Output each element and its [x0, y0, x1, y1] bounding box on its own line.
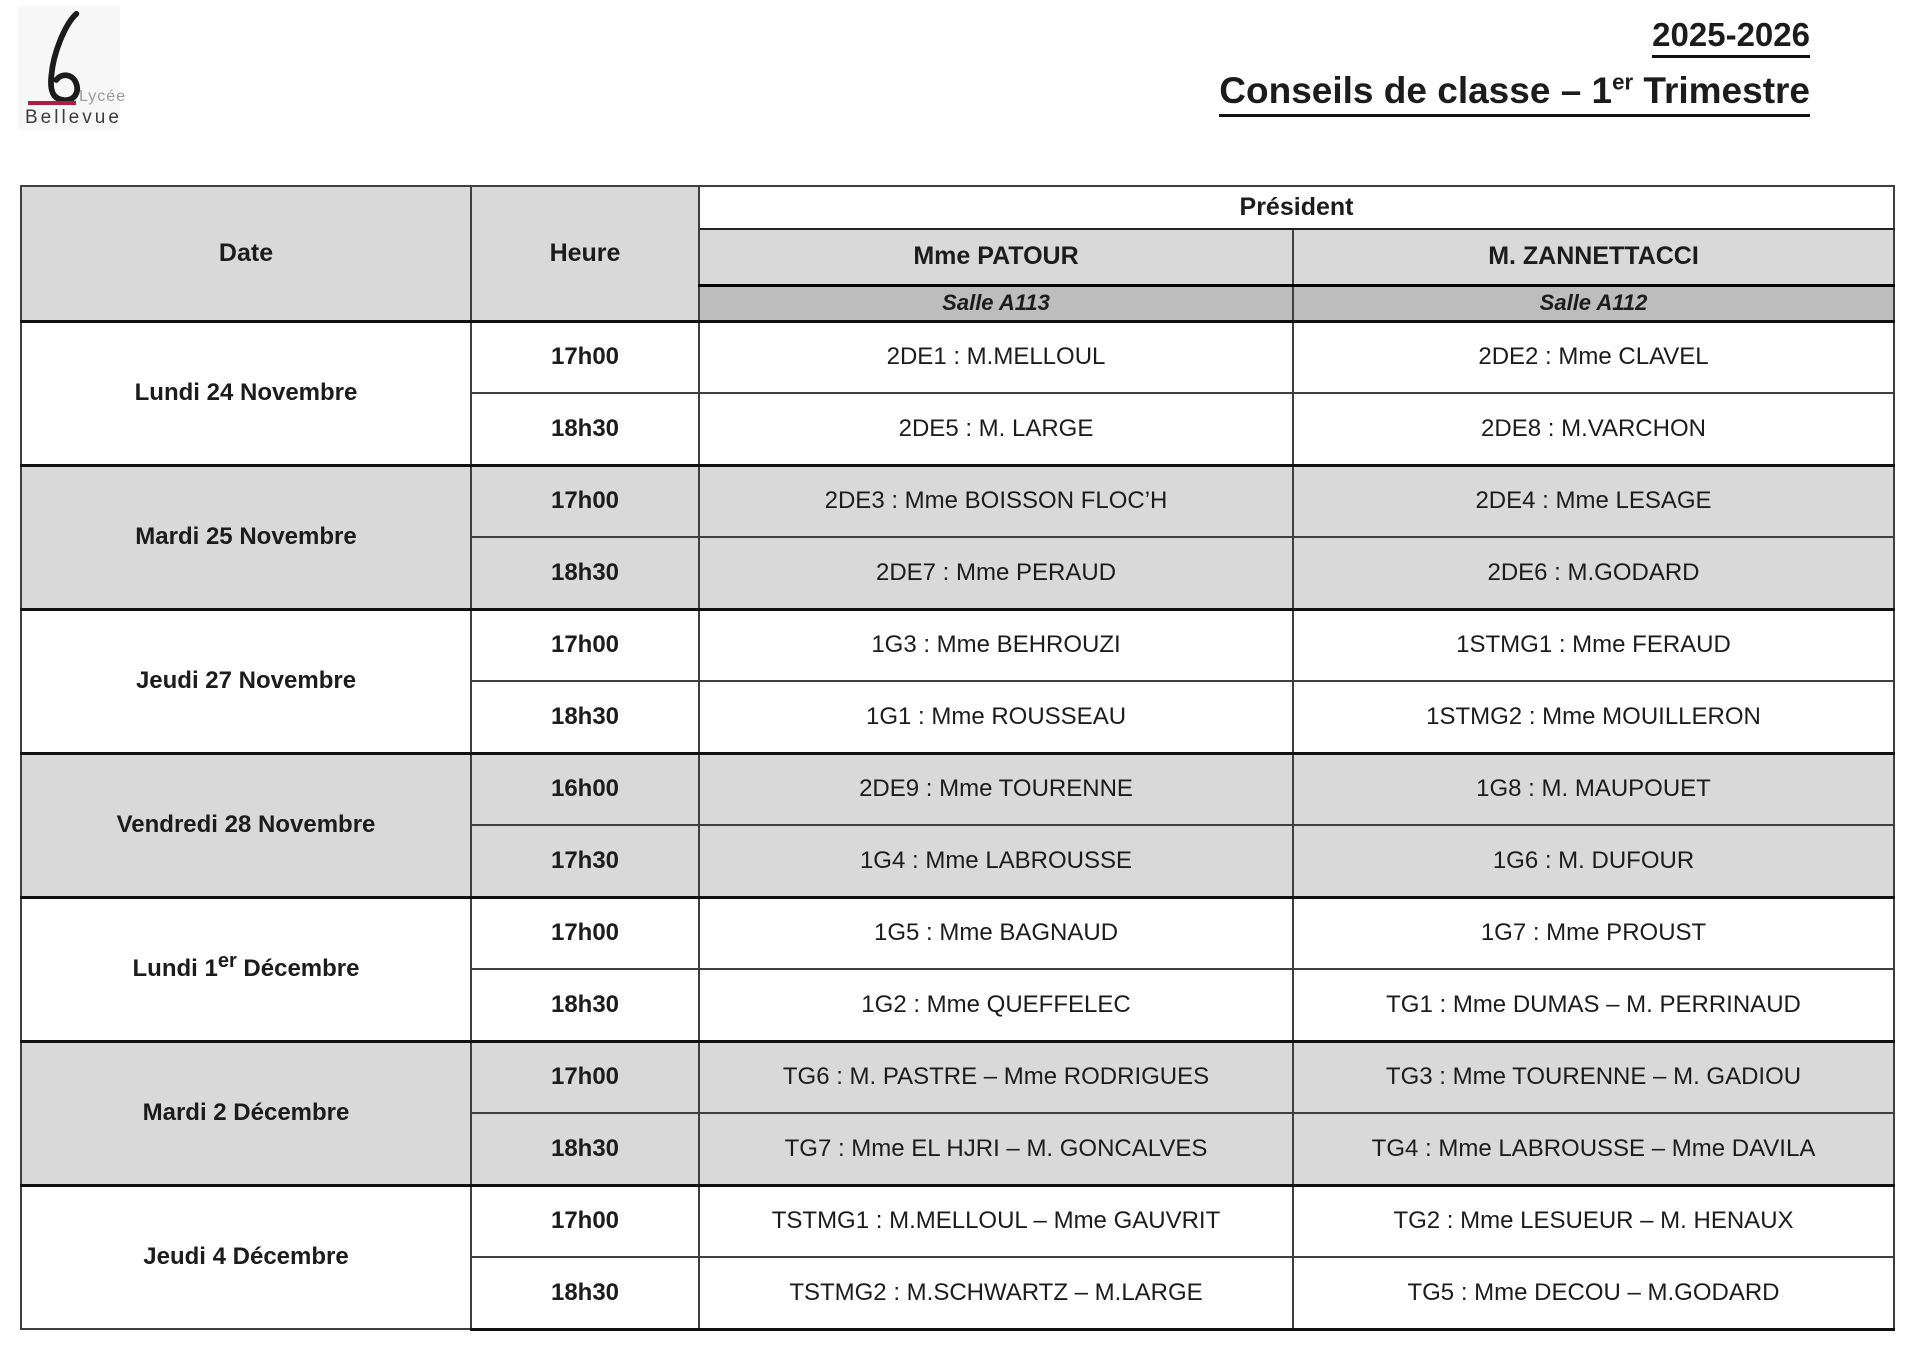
session-cell-patour: 2DE3 : Mme BOISSON FLOC’H — [699, 465, 1293, 537]
time-cell: 17h00 — [471, 465, 699, 537]
time-cell: 17h00 — [471, 609, 699, 681]
logo-bellevue-text: Bellevue — [25, 107, 122, 128]
session-cell-zannettacci: 2DE6 : M.GODARD — [1293, 537, 1894, 609]
logo-lycee-text: Lycée — [79, 88, 127, 105]
date-cell — [21, 897, 471, 1041]
session-cell-patour: TG6 : M. PASTRE – Mme RODRIGUES — [699, 1041, 1293, 1113]
session-cell-patour: 1G2 : Mme QUEFFELEC — [699, 969, 1293, 1041]
heure-column-header: Heure — [471, 186, 699, 321]
salle-patour: Salle A113 — [699, 285, 1293, 321]
session-cell-patour: 1G5 : Mme BAGNAUD — [699, 897, 1293, 969]
session-cell-zannettacci: TG4 : Mme LABROUSSE – Mme DAVILA — [1293, 1113, 1894, 1185]
session-cell-zannettacci: 2DE2 : Mme CLAVEL — [1293, 321, 1894, 393]
date-sup: er — [217, 950, 237, 972]
date-text: Mardi 25 Novembre — [135, 523, 357, 550]
date-cell — [21, 753, 471, 897]
time-cell: 18h30 — [471, 681, 699, 753]
date-cell — [21, 321, 471, 465]
time-cell: 18h30 — [471, 1113, 699, 1185]
session-cell-zannettacci: 2DE4 : Mme LESAGE — [1293, 465, 1894, 537]
session-cell-patour: 2DE7 : Mme PERAUD — [699, 537, 1293, 609]
time-cell: 17h30 — [471, 825, 699, 897]
title-block — [1219, 16, 1810, 117]
session-cell-zannettacci: 1G8 : M. MAUPOUET — [1293, 753, 1894, 825]
logo-red-underline — [28, 101, 76, 105]
session-cell-zannettacci: TG2 : Mme LESUEUR – M. HENAUX — [1293, 1185, 1894, 1257]
session-cell-patour: 2DE1 : M.MELLOUL — [699, 321, 1293, 393]
session-cell-zannettacci: 1STMG1 : Mme FERAUD — [1293, 609, 1894, 681]
date-cell — [21, 1041, 471, 1185]
president-name-zannettacci: M. ZANNETTACCI — [1293, 229, 1894, 285]
session-cell-patour: 2DE9 : Mme TOURENNE — [699, 753, 1293, 825]
time-cell: 17h00 — [471, 897, 699, 969]
session-cell-zannettacci: TG3 : Mme TOURENNE – M. GADIOU — [1293, 1041, 1894, 1113]
salle-zannettacci: Salle A112 — [1293, 285, 1894, 321]
session-cell-patour: 2DE5 : M. LARGE — [699, 393, 1293, 465]
session-cell-patour: 1G4 : Mme LABROUSSE — [699, 825, 1293, 897]
time-cell: 18h30 — [471, 537, 699, 609]
date-cell — [21, 465, 471, 609]
session-cell-zannettacci: TG1 : Mme DUMAS – M. PERRINAUD — [1293, 969, 1894, 1041]
session-cell-zannettacci: 1STMG2 : Mme MOUILLERON — [1293, 681, 1894, 753]
session-cell-patour: TSTMG1 : M.MELLOUL – Mme GAUVRIT — [699, 1185, 1293, 1257]
president-name-patour: Mme PATOUR — [699, 229, 1293, 285]
date-cell — [21, 609, 471, 753]
time-cell: 16h00 — [471, 753, 699, 825]
president-header: Président — [699, 186, 1894, 229]
session-cell-zannettacci: TG5 : Mme DECOU – M.GODARD — [1293, 1257, 1894, 1329]
session-cell-patour: TSTMG2 : M.SCHWARTZ – M.LARGE — [699, 1257, 1293, 1329]
date-cell — [21, 1185, 471, 1329]
session-cell-zannettacci: 1G7 : Mme PROUST — [1293, 897, 1894, 969]
date-text: Mardi 2 Décembre — [142, 1099, 350, 1126]
date-text: Jeudi 4 Décembre — [143, 1243, 349, 1271]
session-cell-patour: 1G3 : Mme BEHROUZI — [699, 609, 1293, 681]
page-title-suffix: Trimestre — [1633, 70, 1810, 111]
date-text: Vendredi 28 Novembre — [116, 811, 376, 838]
session-cell-patour: TG7 : Mme EL HJRI – M. GONCALVES — [699, 1113, 1293, 1185]
date-text-suffix: Décembre — [236, 955, 360, 982]
page-title — [1219, 70, 1810, 117]
time-cell: 18h30 — [471, 1257, 699, 1329]
time-cell: 17h00 — [471, 1185, 699, 1257]
page-title-sup: er — [1612, 69, 1634, 95]
date-column-header: Date — [21, 186, 471, 321]
time-cell: 17h00 — [471, 1041, 699, 1113]
session-cell-zannettacci: 2DE8 : M.VARCHON — [1293, 393, 1894, 465]
school-logo — [18, 6, 127, 130]
time-cell: 18h30 — [471, 969, 699, 1041]
date-text: Lundi 24 Novembre — [134, 379, 358, 406]
school-year: 2025-2026 — [1652, 16, 1810, 58]
session-cell-patour: 1G1 : Mme ROUSSEAU — [699, 681, 1293, 753]
time-cell: 17h00 — [471, 321, 699, 393]
date-text: Jeudi 27 Novembre — [135, 667, 357, 694]
page-title-text: Conseils de classe – 1 — [1219, 70, 1613, 111]
time-cell: 18h30 — [471, 393, 699, 465]
schedule-table — [20, 185, 1895, 1331]
date-text: Lundi 1 — [132, 955, 218, 982]
session-cell-zannettacci: 1G6 : M. DUFOUR — [1293, 825, 1894, 897]
